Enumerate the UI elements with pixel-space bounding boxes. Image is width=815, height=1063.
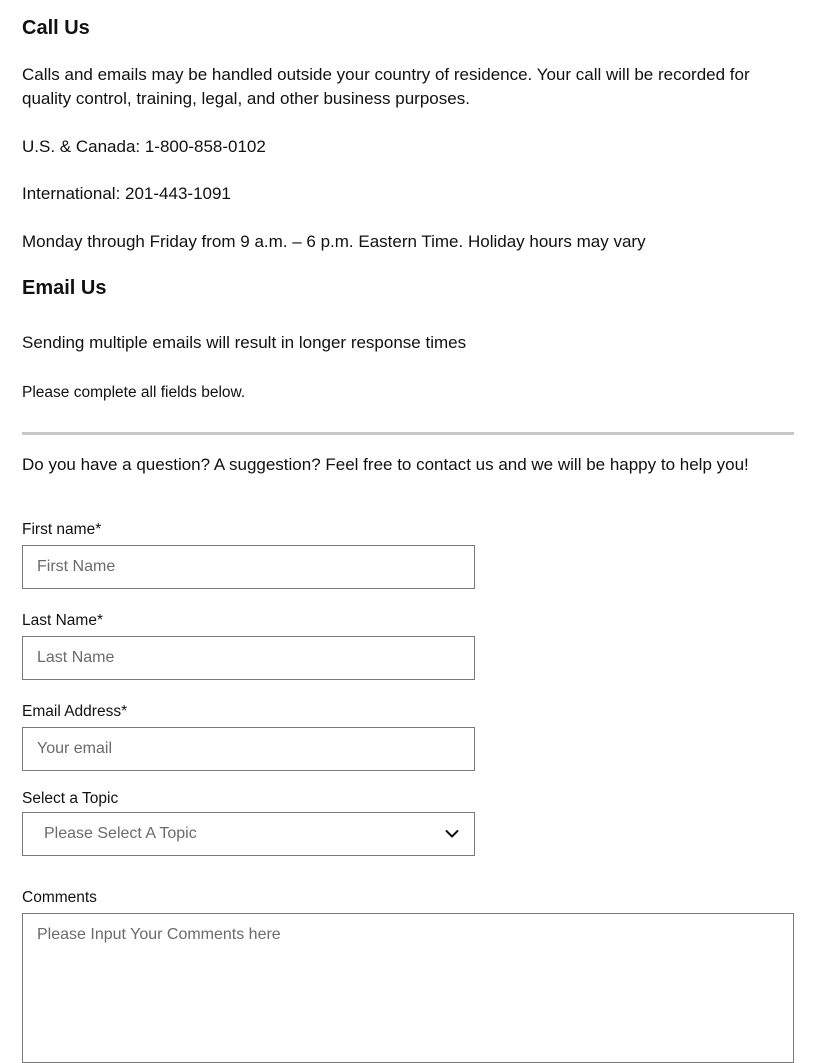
call-disclaimer: Calls and emails may be handled outside your country of residence. Your call will be recorded for quality control, training, legal, and other business purposes. — [22, 65, 750, 108]
form-instruction: Please complete all fields below. — [22, 384, 246, 401]
email-us-heading: Email Us — [22, 277, 107, 299]
call-us-heading: Call Us — [22, 17, 90, 39]
international-phone: International: 201-443-1091 — [22, 184, 231, 203]
first-name-label: First name* — [22, 521, 102, 538]
email-input[interactable] — [22, 727, 475, 771]
topic-selected-value: Please Select A Topic — [44, 825, 197, 842]
chevron-down-icon — [444, 826, 460, 842]
form-divider — [22, 432, 794, 435]
form-intro: Do you have a question? A suggestion? Feel free to contact us and we will be happy to help you! — [22, 455, 749, 474]
topic-label: Select a Topic — [22, 790, 119, 807]
email-label: Email Address* — [22, 703, 128, 720]
call-hours: Monday through Friday from 9 a.m. – 6 p.m. Eastern Time. Holiday hours may vary — [22, 232, 646, 251]
first-name-input[interactable] — [22, 545, 475, 589]
last-name-input[interactable] — [22, 636, 475, 680]
us-canada-phone: U.S. & Canada: 1-800-858-0102 — [22, 137, 266, 156]
email-notice: Sending multiple emails will result in longer response times — [22, 333, 467, 352]
comments-textarea[interactable] — [22, 913, 794, 1063]
topic-select[interactable] — [22, 812, 475, 856]
comments-label: Comments — [22, 889, 97, 906]
last-name-label: Last Name* — [22, 612, 103, 629]
